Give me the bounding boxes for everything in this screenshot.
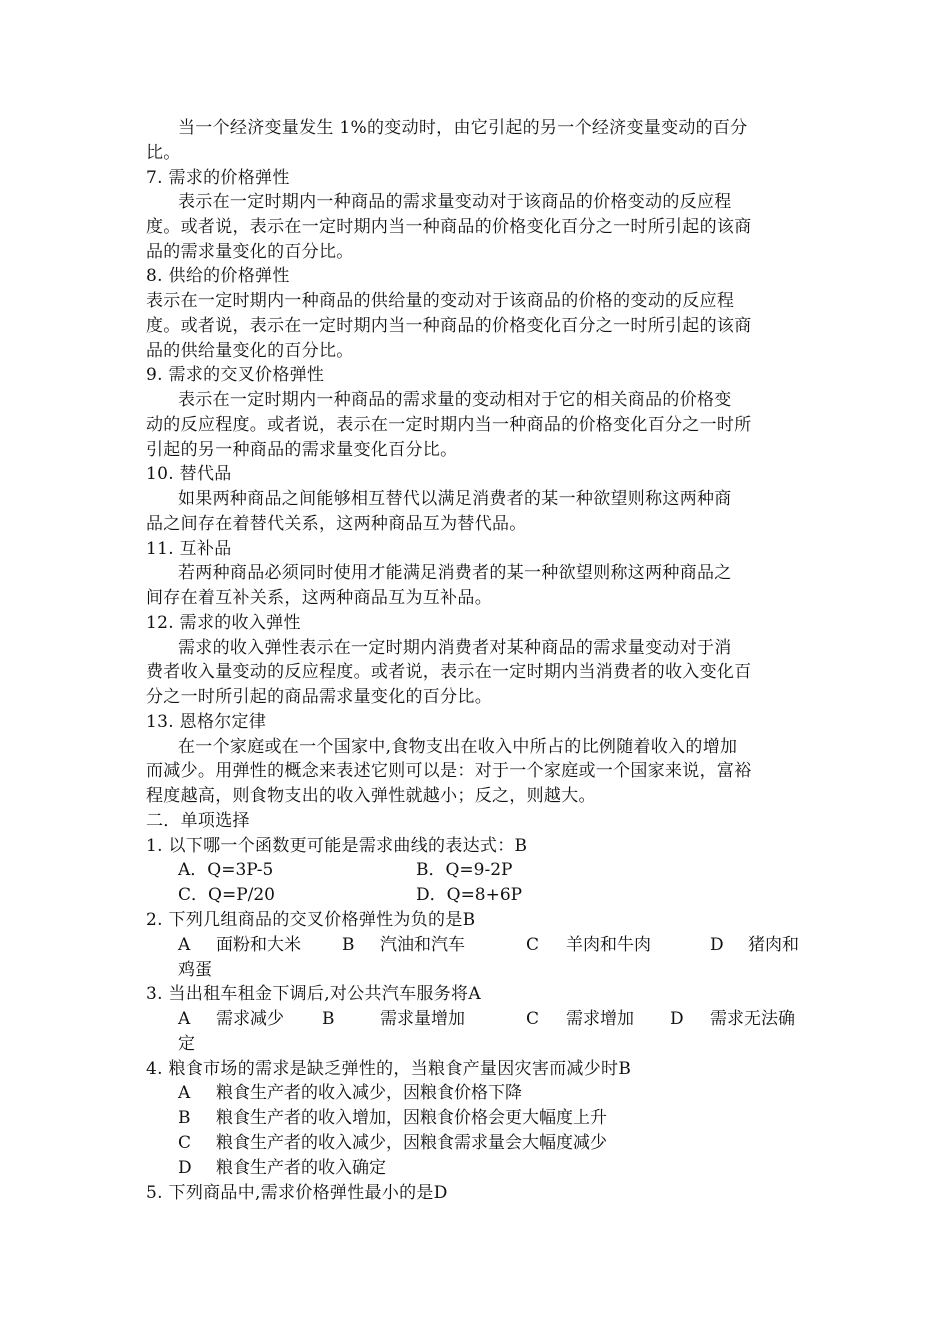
option-text: 猪肉和 — [748, 935, 799, 955]
paragraph-line: 需求的收入弹性表示在一定时期内消费者对某种商品的需求量变动对于消 — [178, 638, 732, 658]
question-stem: 1. 以下哪一个函数更可能是需求曲线的表达式：B — [146, 836, 528, 856]
option-text-wrap: 定 — [178, 1034, 195, 1054]
option-letter: C — [526, 1009, 540, 1029]
question-stem: 3. 当出租车租金下调后,对公共汽车服务将A — [146, 984, 481, 1004]
paragraph-line: 程度越高，则食物支出的收入弹性就越小；反之，则越大。 — [146, 786, 596, 806]
option-text: 需求量增加 — [380, 1009, 465, 1029]
option-c: C．Q=P/20 — [178, 885, 275, 905]
option-text: 需求减少 — [216, 1009, 284, 1029]
paragraph-line: 动的反应程度。或者说，表示在一定时期内当一种商品的价格变化百分之一时所 — [146, 415, 752, 435]
option-letter: D — [710, 935, 724, 955]
paragraph-line: 表示在一定时期内一种商品的需求量变动对于该商品的价格变动的反应程 — [178, 192, 732, 212]
option-text: 粮食生产者的收入减少，因粮食价格下降 — [216, 1083, 522, 1103]
question-stem: 2. 下列几组商品的交叉价格弹性为负的是B — [146, 910, 476, 930]
paragraph-line: 度。或者说，表示在一定时期内当一种商品的价格变化百分之一时所引起的该商 — [146, 217, 752, 237]
option-text: 粮食生产者的收入确定 — [216, 1158, 386, 1178]
paragraph-line: 在一个家庭或在一个国家中,食物支出在收入中所占的比例随着收入的增加 — [178, 737, 738, 757]
paragraph-line: 而减少。用弹性的概念来表述它则可以是：对于一个家庭或一个国家来说，富裕 — [146, 761, 752, 781]
paragraph-line: 当一个经济变量发生 1%的变动时，由它引起的另一个经济变量变动的百分 — [178, 118, 748, 138]
option-letter: B — [342, 935, 355, 955]
option-letter: B — [322, 1009, 335, 1029]
option-letter: A — [178, 1083, 191, 1103]
option-b: B．Q=9-2P — [416, 860, 513, 880]
option-letter: B — [178, 1108, 191, 1128]
paragraph-line: 品的需求量变化的百分比。 — [146, 242, 354, 262]
option-letter: A — [178, 935, 191, 955]
option-letter: C — [526, 935, 540, 955]
option-text: 汽油和汽车 — [380, 935, 465, 955]
paragraph-line: 表示在一定时期内一种商品的需求量的变动相对于它的相关商品的价格变 — [178, 390, 732, 410]
definition-heading: 11. 互补品 — [146, 539, 232, 559]
option-text: 面粉和大米 — [216, 935, 301, 955]
definition-heading: 10. 替代品 — [146, 464, 232, 484]
option-d: D．Q=8+6P — [416, 885, 523, 905]
option-letter: D — [670, 1009, 684, 1029]
option-a: A．Q=3P-5 — [178, 860, 274, 880]
paragraph-line: 费者收入量变动的反应程度。或者说，表示在一定时期内当消费者的收入变化百 — [146, 662, 752, 682]
question-stem: 5. 下列商品中,需求价格弹性最小的是D — [146, 1183, 448, 1203]
paragraph-line: 比。 — [146, 143, 181, 163]
definition-heading: 13. 恩格尔定律 — [146, 712, 267, 732]
paragraph-line: 品的供给量变化的百分比。 — [146, 341, 354, 361]
option-text: 羊肉和牛肉 — [566, 935, 651, 955]
definition-heading: 8. 供给的价格弹性 — [146, 266, 290, 286]
definition-heading: 9. 需求的交叉价格弹性 — [146, 365, 325, 385]
option-text: 粮食生产者的收入增加，因粮食价格会更大幅度上升 — [216, 1108, 607, 1128]
paragraph-line: 如果两种商品之间能够相互替代以满足消费者的某一种欲望则称这两种商 — [178, 489, 732, 509]
option-letter: A — [178, 1009, 191, 1029]
paragraph-line: 若两种商品必须同时使用才能满足消费者的某一种欲望则称这两种商品之 — [178, 563, 732, 583]
paragraph-line: 间存在着互补关系，这两种商品互为互补品。 — [146, 588, 492, 608]
definition-heading: 12. 需求的收入弹性 — [146, 613, 301, 633]
option-text: 粮食生产者的收入减少，因粮食需求量会大幅度减少 — [216, 1133, 607, 1153]
paragraph-line: 引起的另一种商品的需求量变化百分比。 — [146, 440, 458, 460]
paragraph-line: 度。或者说，表示在一定时期内当一种商品的价格变化百分之一时所引起的该商 — [146, 316, 752, 336]
option-letter: C — [178, 1133, 192, 1153]
paragraph-line: 品之间存在着替代关系，这两种商品互为替代品。 — [146, 514, 527, 534]
option-text: 需求无法确 — [710, 1009, 795, 1029]
paragraph-line: 分之一时所引起的商品需求量变化的百分比。 — [146, 687, 492, 707]
section-heading: 二．单项选择 — [146, 811, 250, 831]
definition-heading: 7. 需求的价格弹性 — [146, 168, 290, 188]
option-letter: D — [178, 1158, 192, 1178]
option-text: 需求增加 — [566, 1009, 634, 1029]
paragraph-line: 表示在一定时期内一种商品的供给量的变动对于该商品的价格的变动的反应程 — [146, 291, 735, 311]
option-text-wrap: 鸡蛋 — [178, 960, 212, 980]
question-stem: 4. 粮食市场的需求是缺乏弹性的，当粮食产量因灾害而减少时B — [146, 1059, 632, 1079]
